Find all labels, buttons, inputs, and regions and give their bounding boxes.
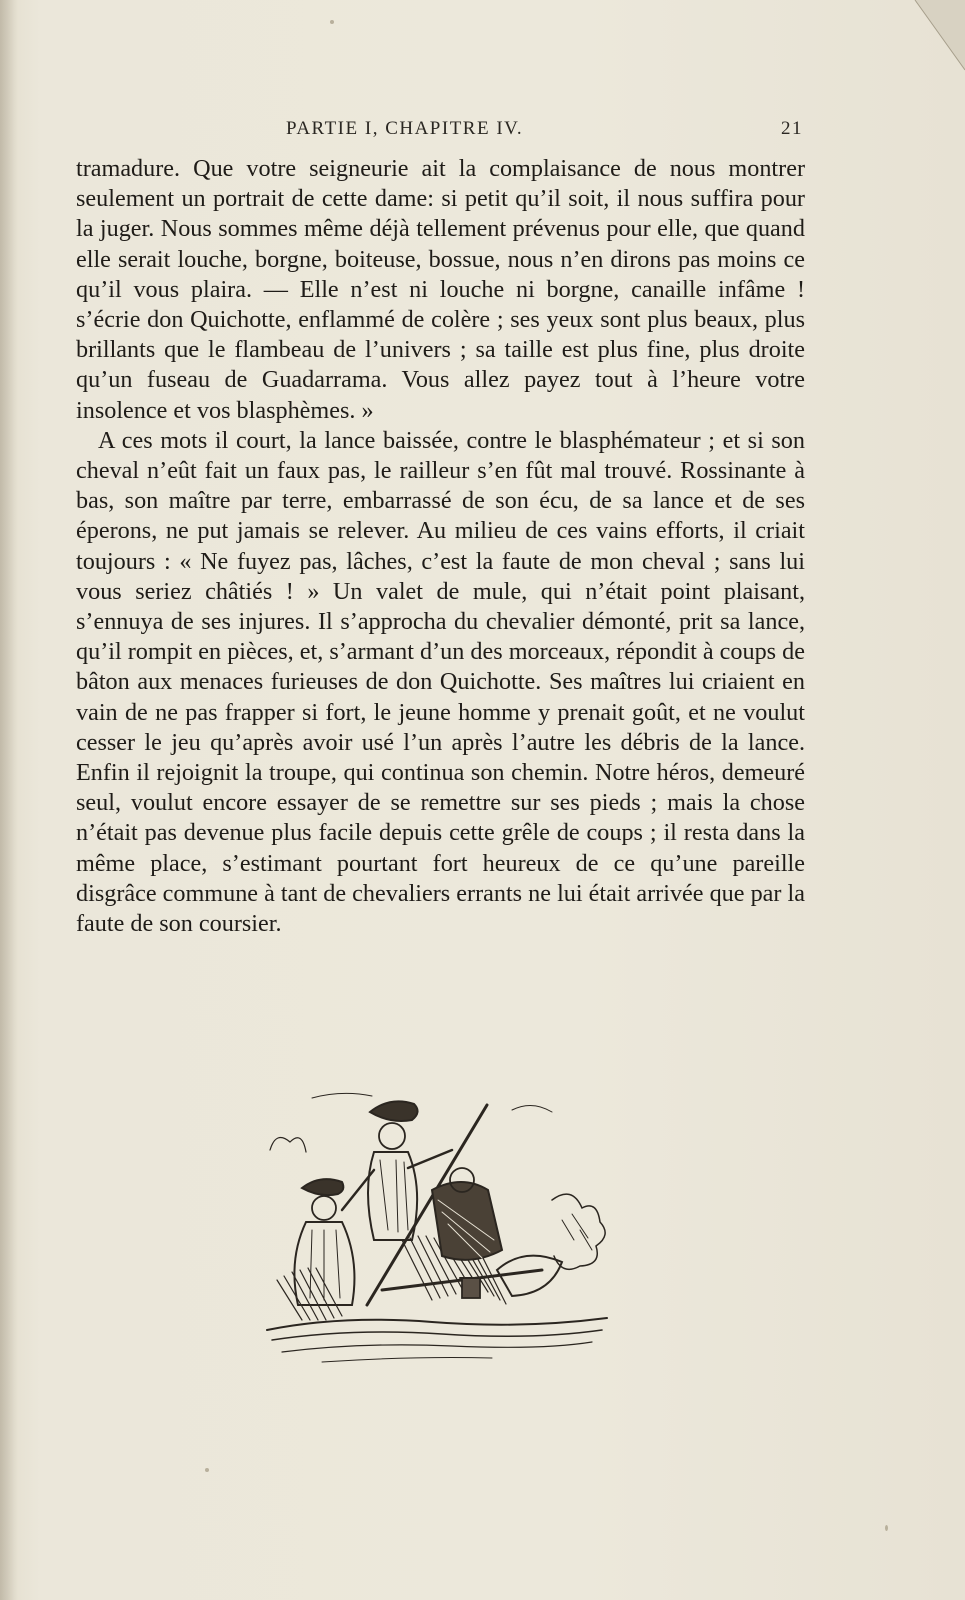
paragraph-1: tramadure. Que votre seigneurie ait la complaisance de nous montrer seulement un portrait de cette dame: si petit qu’il soit, il nous suffira pour la juger. Nous sommes même déjà tellement prévenus pour elle, que quand elle serait louche, borgne, boiteuse, bossue, nous n’en dirons pas moins ce qu’il vous plaira. — Elle n’est ni louche ni borgne, canaille infâme ! s’écrie don Quichotte, enflammé de colère ; ses yeux sont plus beaux, plus brillants que le flambeau de l’univers ; sa taille est plus fine, plus droite qu’un fuseau de Guadarrama. Vous allez payez tout à l’heure votre insolence et vos blasphèmes. » [76, 155, 805, 424]
body-text [76, 154, 805, 939]
paper-speck [885, 1525, 888, 1531]
paper-speck [330, 20, 334, 24]
paper-speck [205, 1468, 209, 1472]
engraving-vignette-icon [262, 1090, 622, 1380]
chapter-heading: PARTIE I, CHAPITRE IV. [286, 118, 524, 139]
page-corner-icon [895, 0, 965, 90]
gutter-shadow [0, 0, 18, 1600]
paragraph-2: A ces mots il court, la lance baissée, contre le blasphémateur ; et si son cheval n’eût fait un faux pas, le railleur s’en fût mal trouvé. Rossinante à bas, son maître par terre, embarrassé de son écu, de sa lance et de ses éperons, ne put jamais se relever. Au milieu de ces vains efforts, il criait toujours : « Ne fuyez pas, lâches, c’est la faute de mon cheval ; sans lui vous seriez châtiés ! » Un valet de mule, qui n’était point plaisant, s’ennuya de ses injures. Il s’approcha du chevalier démonté, prit sa lance, qu’il rompit en pièces, et, s’armant d’un des morceaux, répondit à coups de bâton aux menaces furieuses de don Quichotte. Ses maîtres lui criaient en vain de ne pas frapper si fort, le jeune homme y prenait goût, et ne voulut cesser le jeu qu’après avoir usé l’un après l’autre les débris de la lance. Enfin il rejoignit la troupe, qui continua son chemin. Notre héros, demeuré seul, voulut encore essayer de se remettre sur ses pieds ; mais la chose n’était pas devenue plus facile depuis cette grêle de coups ; il resta dans la même place, s’estimant pourtant fort heureux de ce qu’une pareille disgrâce commune à tant de chevaliers errants ne lui était arrivée que par la faute de son coursier. [76, 426, 805, 938]
page-number: 21 [781, 118, 803, 139]
running-head [78, 118, 803, 148]
